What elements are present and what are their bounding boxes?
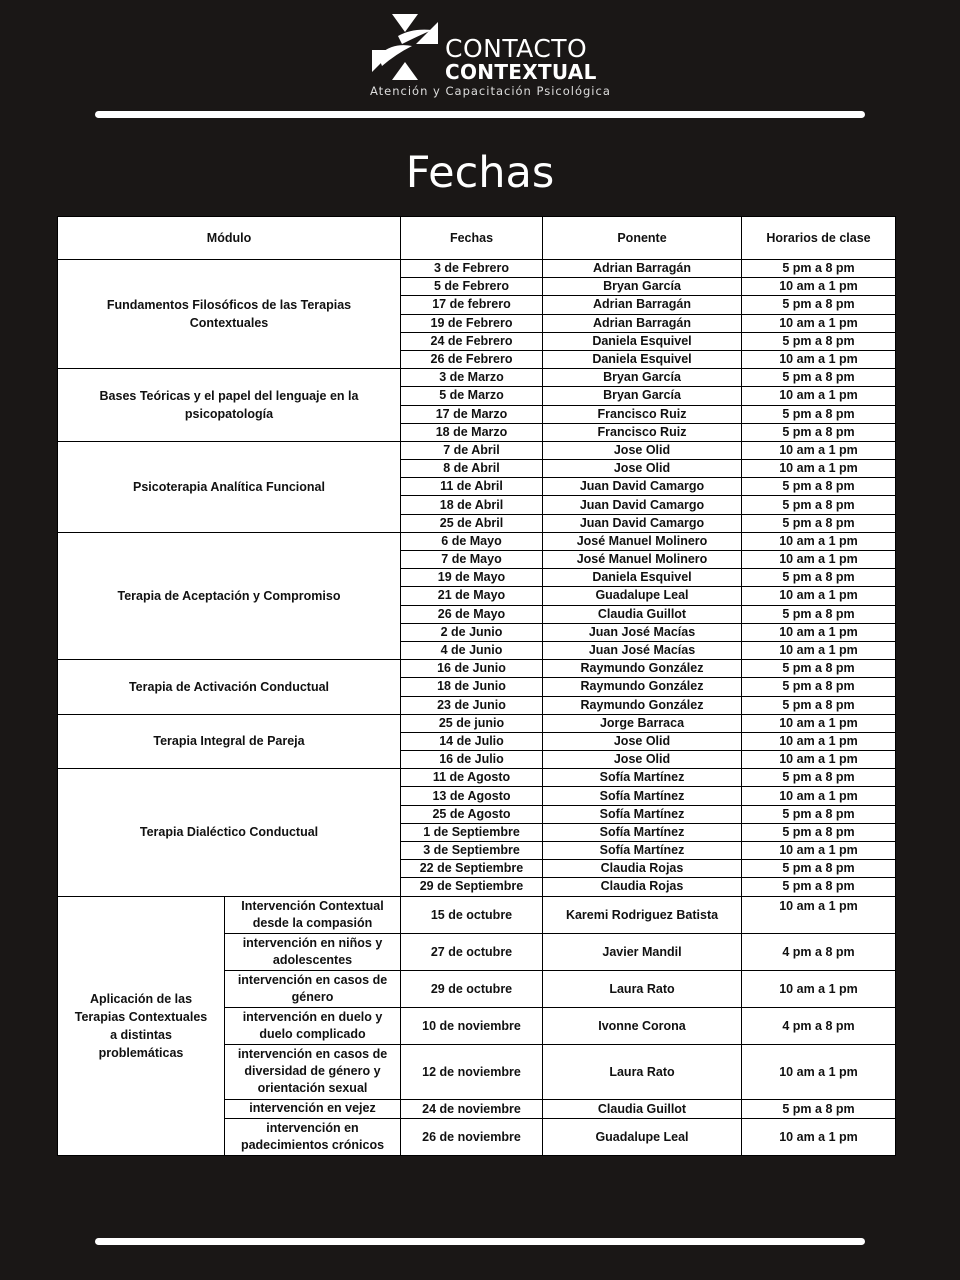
schedule-cell: 10 am a 1 pm: [742, 551, 896, 569]
speaker-cell: Raymundo González: [543, 660, 742, 678]
date-cell: 11 de Abril: [401, 478, 543, 496]
date-cell: 29 de Septiembre: [401, 878, 543, 896]
date-cell: 4 de Junio: [401, 641, 543, 659]
speaker-cell: Jose Olid: [543, 441, 742, 459]
schedule-cell: 10 am a 1 pm: [742, 842, 896, 860]
date-cell: 26 de Mayo: [401, 605, 543, 623]
date-cell: 2 de Junio: [401, 623, 543, 641]
speaker-cell: Laura Rato: [543, 1044, 742, 1099]
date-cell: 18 de Marzo: [401, 423, 543, 441]
date-cell: 5 de Marzo: [401, 387, 543, 405]
table-row: [58, 532, 896, 550]
schedule-cell: 10 am a 1 pm: [742, 970, 896, 1007]
module-name: Bases Teóricas y el papel del lenguaje en la psicopatología: [58, 369, 401, 442]
table-row: [58, 369, 896, 387]
module-name: Psicoterapia Analítica Funcional: [58, 441, 401, 532]
schedule-cell: 5 pm a 8 pm: [742, 332, 896, 350]
schedule-cell: 10 am a 1 pm: [742, 732, 896, 750]
schedule-cell: 5 pm a 8 pm: [742, 569, 896, 587]
speaker-cell: Claudia Rojas: [543, 860, 742, 878]
page-title: Fechas: [405, 148, 555, 198]
date-cell: 6 de Mayo: [401, 532, 543, 550]
date-cell: 16 de Junio: [401, 660, 543, 678]
speaker-cell: Javier Mandil: [543, 933, 742, 970]
speaker-cell: Guadalupe Leal: [543, 1118, 742, 1155]
schedule-cell: 5 pm a 8 pm: [742, 769, 896, 787]
speaker-cell: Jose Olid: [543, 460, 742, 478]
brand-name-line1: CONTACTO: [445, 34, 588, 63]
brand-logo: [370, 12, 610, 102]
date-cell: 3 de Septiembre: [401, 842, 543, 860]
schedule-cell: 10 am a 1 pm: [742, 278, 896, 296]
column-header-ponente: Ponente: [543, 217, 742, 260]
submodule-topic: intervención en casos de género: [225, 970, 401, 1007]
schedule-cell: 5 pm a 8 pm: [742, 296, 896, 314]
speaker-cell: Juan David Camargo: [543, 478, 742, 496]
speaker-cell: Jose Olid: [543, 732, 742, 750]
schedule-cell: 5 pm a 8 pm: [742, 860, 896, 878]
date-cell: 26 de Febrero: [401, 350, 543, 368]
date-cell: 17 de febrero: [401, 296, 543, 314]
speaker-cell: Sofía Martínez: [543, 787, 742, 805]
top-divider: [95, 111, 865, 118]
submodule-topic: Intervención Contextual desde la compasión: [225, 896, 401, 933]
speaker-cell: Jose Olid: [543, 751, 742, 769]
submodule-topic: intervención en padecimientos crónicos: [225, 1118, 401, 1155]
date-cell: 21 de Mayo: [401, 587, 543, 605]
date-cell: 7 de Abril: [401, 441, 543, 459]
date-cell: 19 de Mayo: [401, 569, 543, 587]
date-cell: 24 de noviembre: [401, 1099, 543, 1118]
date-cell: 15 de octubre: [401, 896, 543, 933]
module-name: Terapia de Aceptación y Compromiso: [58, 532, 401, 659]
schedule-cell: 5 pm a 8 pm: [742, 878, 896, 896]
speaker-cell: Claudia Guillot: [543, 605, 742, 623]
date-cell: 18 de Abril: [401, 496, 543, 514]
schedule-cell: 10 am a 1 pm: [742, 623, 896, 641]
column-header-horarios: Horarios de clase: [742, 217, 896, 260]
schedule-cell: 5 pm a 8 pm: [742, 605, 896, 623]
submodule-topic: intervención en vejez: [225, 1099, 401, 1118]
schedule-cell: 10 am a 1 pm: [742, 350, 896, 368]
schedule-table: [57, 216, 896, 1156]
speaker-cell: Adrian Barragán: [543, 296, 742, 314]
speaker-cell: Claudia Guillot: [543, 1099, 742, 1118]
schedule-cell: 5 pm a 8 pm: [742, 1099, 896, 1118]
date-cell: 23 de Junio: [401, 696, 543, 714]
speaker-cell: Jorge Barraca: [543, 714, 742, 732]
schedule-cell: 5 pm a 8 pm: [742, 823, 896, 841]
date-cell: 19 de Febrero: [401, 314, 543, 332]
speaker-cell: Daniela Esquivel: [543, 350, 742, 368]
date-cell: 10 de noviembre: [401, 1007, 543, 1044]
schedule-cell: 4 pm a 8 pm: [742, 933, 896, 970]
speaker-cell: Juan David Camargo: [543, 514, 742, 532]
date-cell: 12 de noviembre: [401, 1044, 543, 1099]
module-name: Terapia Dialéctico Conductual: [58, 769, 401, 896]
table-header-row: [58, 217, 896, 260]
date-cell: 3 de Marzo: [401, 369, 543, 387]
column-header-fechas: Fechas: [401, 217, 543, 260]
date-cell: 29 de octubre: [401, 970, 543, 1007]
schedule-cell: 5 pm a 8 pm: [742, 660, 896, 678]
schedule-cell: 5 pm a 8 pm: [742, 423, 896, 441]
table-row: [58, 660, 896, 678]
date-cell: 18 de Junio: [401, 678, 543, 696]
schedule-cell: 10 am a 1 pm: [742, 1044, 896, 1099]
schedule-cell: 10 am a 1 pm: [742, 587, 896, 605]
date-cell: 25 de Agosto: [401, 805, 543, 823]
speaker-cell: Sofía Martínez: [543, 769, 742, 787]
schedule-cell: 10 am a 1 pm: [742, 441, 896, 459]
speaker-cell: Juan David Camargo: [543, 496, 742, 514]
speaker-cell: José Manuel Molinero: [543, 551, 742, 569]
speaker-cell: Raymundo González: [543, 678, 742, 696]
schedule-cell: 10 am a 1 pm: [742, 532, 896, 550]
speaker-cell: Bryan García: [543, 369, 742, 387]
speaker-cell: Daniela Esquivel: [543, 332, 742, 350]
date-cell: 3 de Febrero: [401, 260, 543, 278]
speaker-cell: Francisco Ruiz: [543, 423, 742, 441]
speaker-cell: Juan José Macías: [543, 623, 742, 641]
date-cell: 24 de Febrero: [401, 332, 543, 350]
schedule-cell: 10 am a 1 pm: [742, 787, 896, 805]
speaker-cell: Ivonne Corona: [543, 1007, 742, 1044]
speaker-cell: Sofía Martínez: [543, 805, 742, 823]
speaker-cell: Guadalupe Leal: [543, 587, 742, 605]
table-row: [58, 714, 896, 732]
submodule-topic: intervención en casos de diversidad de género y orientación sexual: [225, 1044, 401, 1099]
date-cell: 13 de Agosto: [401, 787, 543, 805]
speaker-cell: Daniela Esquivel: [543, 569, 742, 587]
speaker-cell: Laura Rato: [543, 970, 742, 1007]
submodule-topic: intervención en duelo y duelo complicado: [225, 1007, 401, 1044]
speaker-cell: Sofía Martínez: [543, 823, 742, 841]
bottom-divider: [95, 1238, 865, 1245]
schedule-cell: 10 am a 1 pm: [742, 641, 896, 659]
speaker-cell: Bryan García: [543, 387, 742, 405]
schedule-cell: 5 pm a 8 pm: [742, 805, 896, 823]
speaker-cell: Sofía Martínez: [543, 842, 742, 860]
schedule-cell: 10 am a 1 pm: [742, 387, 896, 405]
table-row: [58, 441, 896, 459]
date-cell: 8 de Abril: [401, 460, 543, 478]
speaker-cell: José Manuel Molinero: [543, 532, 742, 550]
column-header-modulo: Módulo: [58, 217, 401, 260]
brand-name-line2: CONTEXTUAL: [445, 60, 597, 84]
schedule-cell: 10 am a 1 pm: [742, 314, 896, 332]
schedule-cell: 10 am a 1 pm: [742, 896, 896, 933]
speaker-cell: Karemi Rodriguez Batista: [543, 896, 742, 933]
speaker-cell: Francisco Ruiz: [543, 405, 742, 423]
submodule-topic: intervención en niños y adolescentes: [225, 933, 401, 970]
schedule-cell: 5 pm a 8 pm: [742, 678, 896, 696]
module-name: Fundamentos Filosóficos de las Terapias Contextuales: [58, 260, 401, 369]
schedule-cell: 10 am a 1 pm: [742, 1118, 896, 1155]
speaker-cell: Raymundo González: [543, 696, 742, 714]
module-name: Terapia Integral de Pareja: [58, 714, 401, 769]
date-cell: 26 de noviembre: [401, 1118, 543, 1155]
date-cell: 1 de Septiembre: [401, 823, 543, 841]
date-cell: 17 de Marzo: [401, 405, 543, 423]
contacto-contextual-logo-icon: [372, 14, 438, 80]
module-name: Terapia de Activación Conductual: [58, 660, 401, 715]
schedule-cell: 10 am a 1 pm: [742, 714, 896, 732]
schedule-cell: 5 pm a 8 pm: [742, 496, 896, 514]
schedule-cell: 4 pm a 8 pm: [742, 1007, 896, 1044]
date-cell: 5 de Febrero: [401, 278, 543, 296]
schedule-table-container: [57, 216, 895, 1156]
date-cell: 25 de junio: [401, 714, 543, 732]
table-row: [58, 769, 896, 787]
date-cell: 27 de octubre: [401, 933, 543, 970]
module-name: Aplicación de las Terapias Contextuales a distintas problemáticas: [58, 896, 225, 1155]
speaker-cell: Claudia Rojas: [543, 878, 742, 896]
schedule-cell: 5 pm a 8 pm: [742, 369, 896, 387]
speaker-cell: Juan José Macías: [543, 641, 742, 659]
table-row: [58, 260, 896, 278]
date-cell: 22 de Septiembre: [401, 860, 543, 878]
date-cell: 11 de Agosto: [401, 769, 543, 787]
date-cell: 14 de Julio: [401, 732, 543, 750]
schedule-cell: 5 pm a 8 pm: [742, 405, 896, 423]
speaker-cell: Adrian Barragán: [543, 314, 742, 332]
date-cell: 25 de Abril: [401, 514, 543, 532]
speaker-cell: Adrian Barragán: [543, 260, 742, 278]
speaker-cell: Bryan García: [543, 278, 742, 296]
schedule-cell: 10 am a 1 pm: [742, 751, 896, 769]
date-cell: 16 de Julio: [401, 751, 543, 769]
schedule-cell: 10 am a 1 pm: [742, 460, 896, 478]
date-cell: 7 de Mayo: [401, 551, 543, 569]
schedule-cell: 5 pm a 8 pm: [742, 260, 896, 278]
schedule-cell: 5 pm a 8 pm: [742, 478, 896, 496]
schedule-cell: 5 pm a 8 pm: [742, 514, 896, 532]
table-row: [58, 896, 896, 933]
brand-tagline: Atención y Capacitación Psicológica: [370, 84, 611, 98]
schedule-cell: 5 pm a 8 pm: [742, 696, 896, 714]
